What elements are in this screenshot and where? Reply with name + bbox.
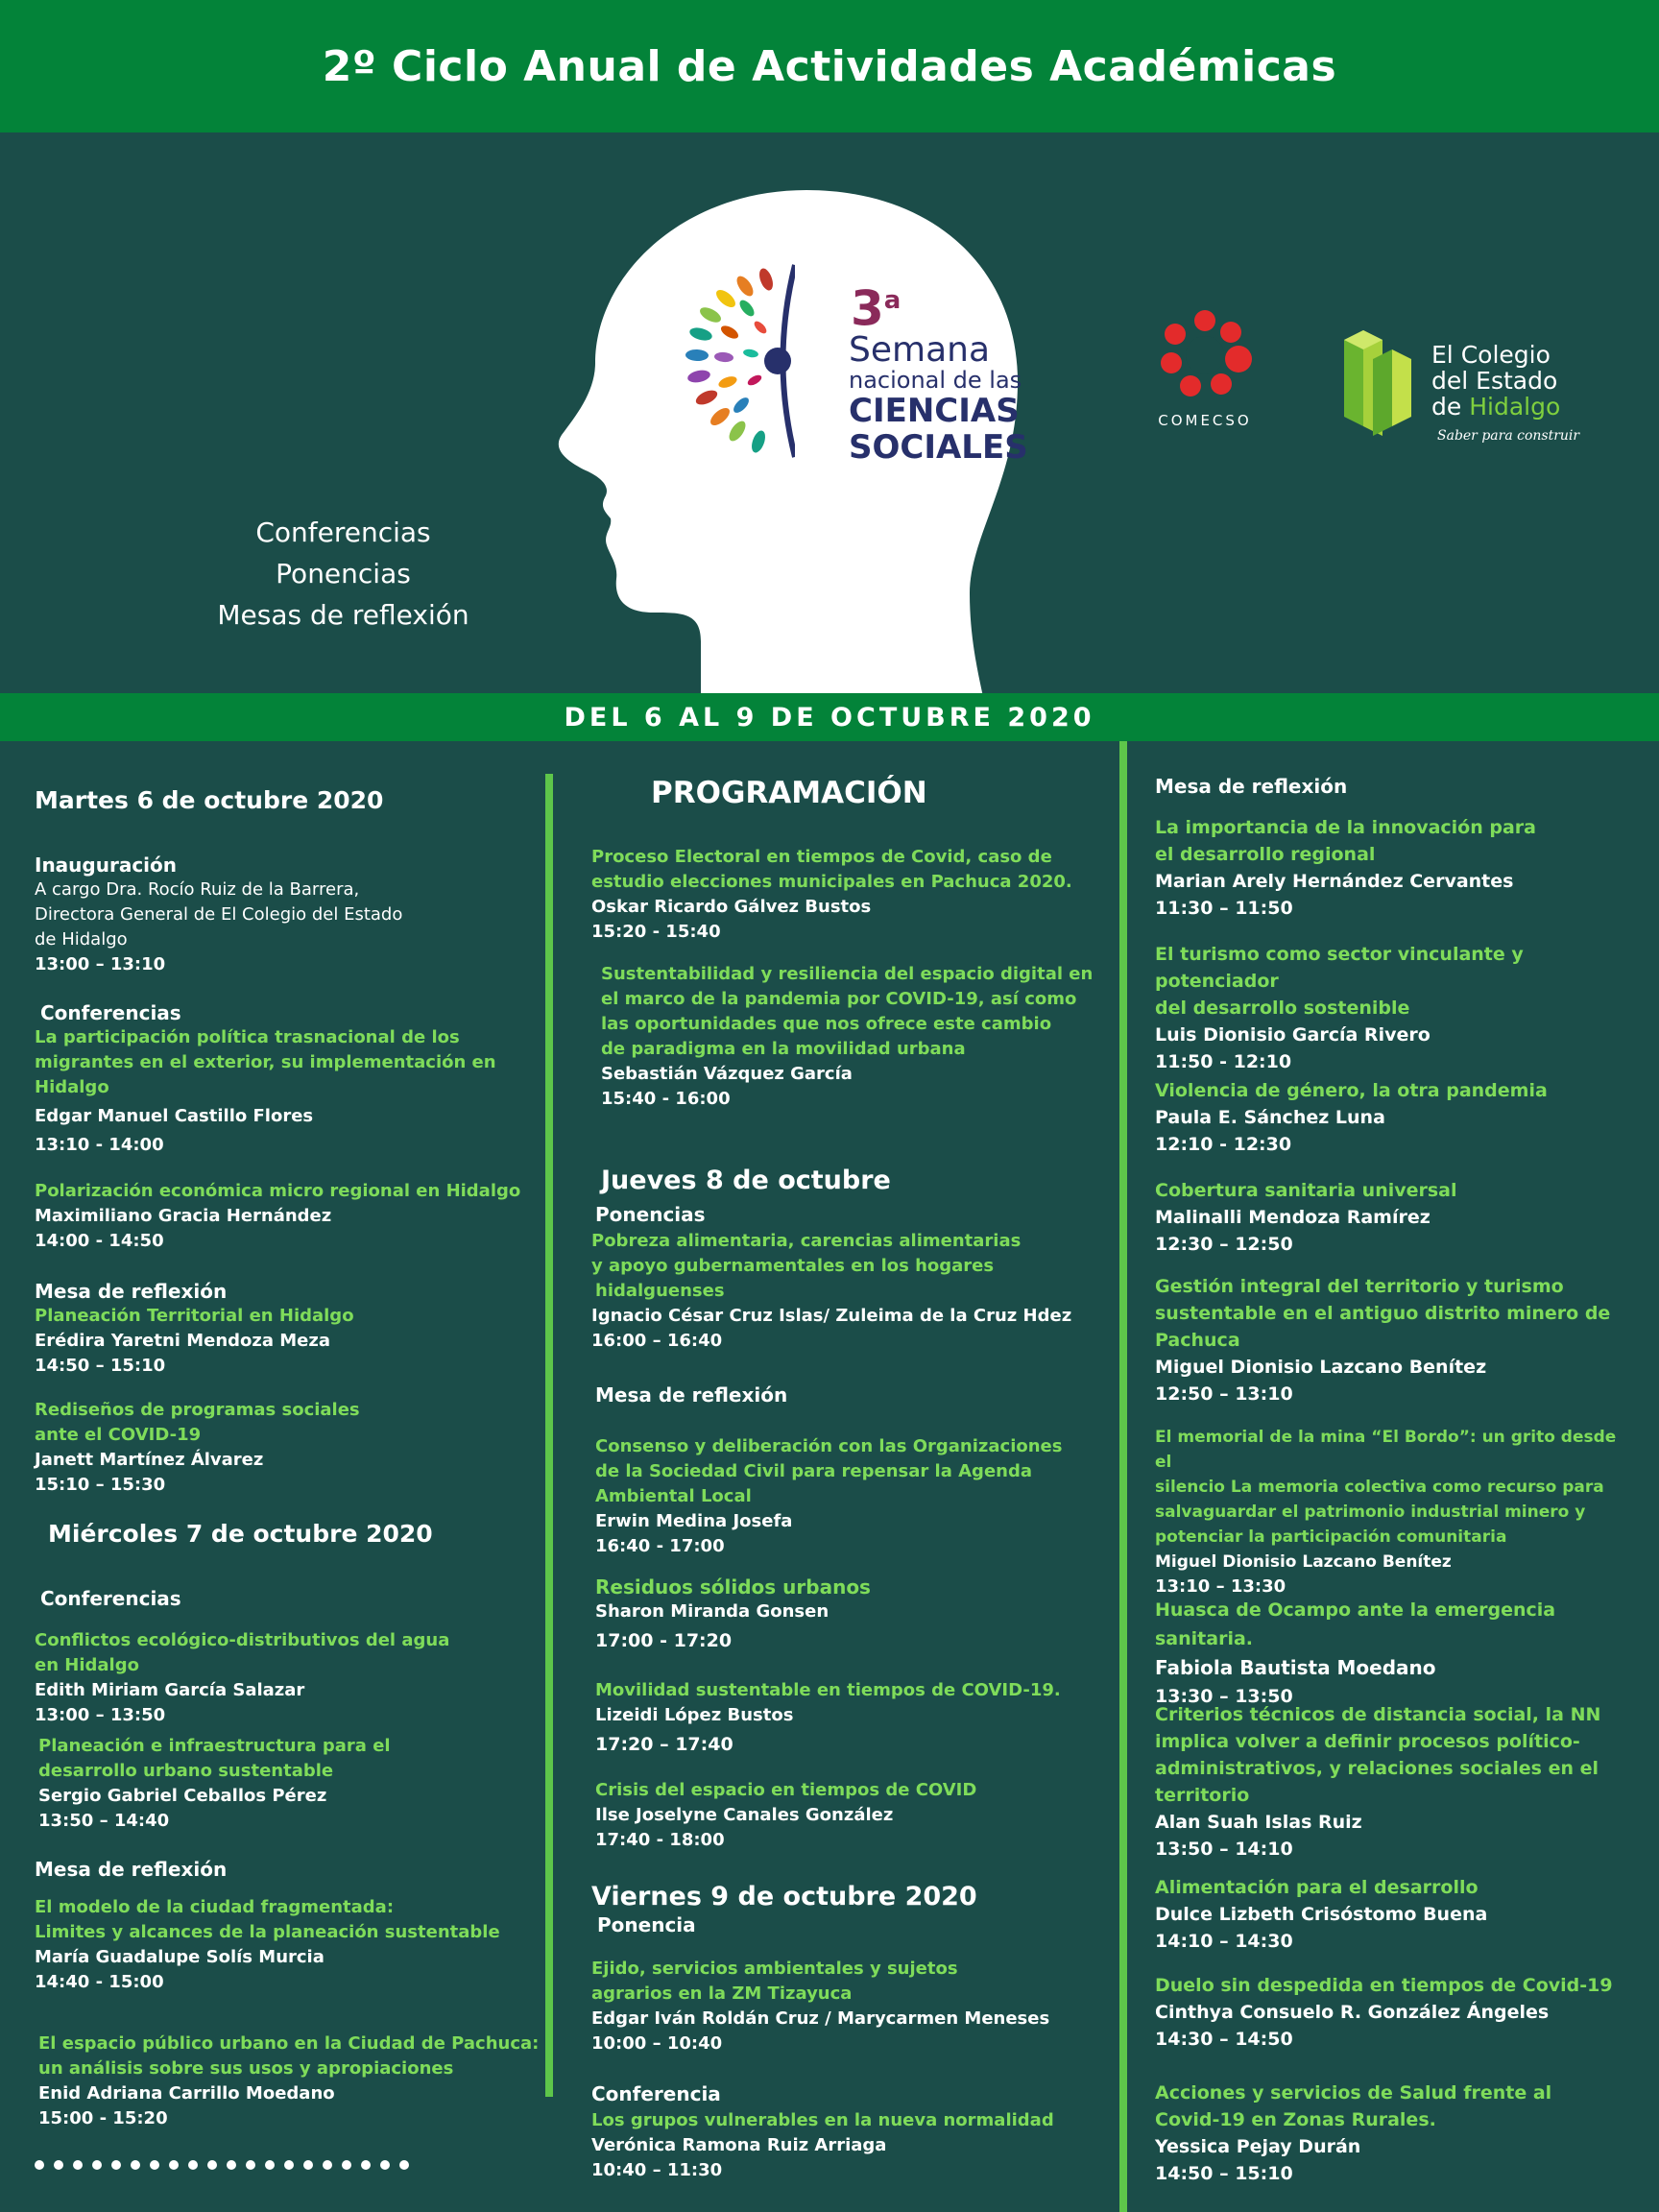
session-title: Cobertura sanitaria universal <box>1155 1180 1457 1201</box>
session-title: Criterios técnicos de distancia social, la NN <box>1155 1704 1601 1725</box>
session-item <box>1155 1596 1654 1711</box>
time-slot: 13:10 – 13:30 <box>1155 1576 1286 1597</box>
section-heading: Inauguración <box>35 854 178 877</box>
time-slot: 14:50 – 15:10 <box>35 1356 166 1376</box>
time-slot: 12:30 – 12:50 <box>1155 1234 1293 1255</box>
speaker-name: Edgar Manuel Castillo Flores <box>35 1106 314 1126</box>
session-title: Conflictos ecológico-distributivos del agua <box>35 1630 450 1650</box>
session-item <box>35 1398 360 1498</box>
session-title: Alimentación para el desarrollo <box>1155 1877 1479 1898</box>
speaker-name: Sebastián Vázquez García <box>601 1064 853 1084</box>
session-item <box>1155 1273 1610 1407</box>
session-title: Planeación e infraestructura para el <box>38 1736 391 1756</box>
session-item <box>35 1895 500 1995</box>
time-slot: 14:50 – 15:10 <box>1155 2163 1293 2184</box>
colegio-blocks-icon <box>1339 321 1416 441</box>
activity-list <box>144 512 542 636</box>
session-item <box>1155 1177 1457 1258</box>
time-slot: 15:00 - 15:20 <box>38 2108 168 2128</box>
time-slot: 13:50 – 14:40 <box>38 1811 170 1831</box>
session-title: las oportunidades que nos ofrece este cambio <box>601 1014 1052 1034</box>
time-slot: 13:00 – 13:10 <box>35 954 166 974</box>
session-item <box>1155 941 1635 1075</box>
session-title: Rediseños de programas sociales <box>35 1400 360 1420</box>
colegio-line1: El Colegio <box>1431 341 1551 369</box>
speaker-name: Ilse Joselyne Canales González <box>595 1805 894 1825</box>
session-title: potenciar la participación comunitaria <box>1155 1527 1507 1547</box>
comecso-label: COMECSO <box>1158 412 1252 429</box>
logo-sociales: SOCIALES <box>849 427 1028 467</box>
comecso-logo <box>1142 305 1267 429</box>
logo-ordinal: a <box>883 286 902 315</box>
session-title: El turismo como sector vinculante y potenciador <box>1155 944 1524 992</box>
comecso-flower-icon <box>1152 305 1258 401</box>
speaker-name: Lizeidi López Bustos <box>595 1705 794 1725</box>
time-slot: 14:00 - 14:50 <box>35 1231 164 1251</box>
time-slot: 13:00 – 13:50 <box>35 1705 166 1725</box>
session-title: migrantes en el exterior, su implementación en <box>35 1052 496 1072</box>
speaker-name: Edgar Iván Roldán Cruz / Marycarmen Meneses <box>591 2008 1050 2029</box>
time-slot: 15:20 - 15:40 <box>591 922 721 942</box>
session-title: silencio La memoria colectiva como recurso para <box>1155 1478 1604 1497</box>
divider-left <box>545 774 553 2097</box>
time-slot: 14:40 - 15:00 <box>35 1972 164 1992</box>
speaker-name: Cinthya Consuelo R. González Ángeles <box>1155 2002 1550 2023</box>
session-title: Acciones y servicios de Salud frente al <box>1155 2082 1552 2104</box>
section-heading: Conferencia <box>591 2082 721 2105</box>
session-item <box>38 1734 391 1834</box>
colegio-logo <box>1339 321 1580 445</box>
colegio-line2: del Estado <box>1431 367 1558 395</box>
session-title: sustentable en el antiguo distrito minero de <box>1155 1303 1611 1324</box>
session-item <box>595 1434 1062 1559</box>
time-slot: 16:40 - 17:00 <box>595 1536 725 1556</box>
session-item <box>1155 1972 1613 2053</box>
speaker-name: Ignacio César Cruz Islas/ Zuleima de la Cruz Hdez <box>591 1306 1072 1326</box>
speaker-name: Malinalli Mendoza Ramírez <box>1155 1207 1431 1228</box>
section-heading: Mesa de reflexión <box>595 1383 788 1407</box>
session-item <box>595 1575 871 1653</box>
speaker-name: Sharon Miranda Gonsen <box>595 1601 830 1622</box>
speaker-name: Paula E. Sánchez Luna <box>1155 1107 1385 1128</box>
time-slot: 10:00 – 10:40 <box>591 2033 723 2054</box>
time-slot: 13:50 – 14:10 <box>1155 1839 1293 1860</box>
day-heading: Viernes 9 de octubre 2020 <box>591 1882 977 1911</box>
session-title: Covid-19 en Zonas Rurales. <box>1155 2109 1436 2130</box>
session-title: Los grupos vulnerables en la nueva normalidad <box>591 2110 1054 2130</box>
speaker-name: Verónica Ramona Ruiz Arriaga <box>591 2135 887 2155</box>
speaker-name: Enid Adriana Carrillo Moedano <box>38 2083 335 2104</box>
session-item <box>35 1025 496 1158</box>
session-item <box>1155 1425 1635 1599</box>
session-title: La participación política trasnacional de los <box>35 1027 460 1047</box>
speaker-name: Marian Arely Hernández Cervantes <box>1155 871 1514 892</box>
speaker-name: Oskar Ricardo Gálvez Bustos <box>591 897 872 917</box>
session-title: Residuos sólidos urbanos <box>595 1575 871 1599</box>
session-title: La importancia de la innovación para <box>1155 817 1536 838</box>
time-slot: 17:00 - 17:20 <box>595 1630 733 1651</box>
colegio-tagline: Saber para construir <box>1437 428 1580 444</box>
session-title: agrarios en la ZM Tizayuca <box>591 1984 853 2004</box>
session-title: Sustentabilidad y resiliencia del espacio digital en <box>601 964 1094 984</box>
section-heading: Mesa de reflexión <box>35 1858 228 1881</box>
activity-item: Mesas de reflexión <box>217 599 469 631</box>
date-banner <box>0 693 1659 741</box>
inauguration-block <box>35 853 402 977</box>
session-item <box>1155 1701 1600 1863</box>
session-item <box>1155 1874 1487 1955</box>
session-item <box>1155 1077 1548 1158</box>
speaker-name: Miguel Dionisio Lazcano Benítez <box>1155 1357 1487 1378</box>
session-item <box>1155 2080 1551 2187</box>
session-title: Duelo sin despedida en tiempos de Covid-19 <box>1155 1975 1613 1996</box>
session-title: Polarización económica micro regional en Hidalgo <box>35 1181 521 1201</box>
session-title: Pobreza alimentaria, carencias alimentarias <box>591 1231 1022 1251</box>
text-line: Directora General de El Colegio del Estado <box>35 904 403 925</box>
logo-ciencias: CIENCIAS <box>849 391 1020 430</box>
divider-right <box>1119 741 1127 2212</box>
session-title: estudio elecciones municipales en Pachuca 2020. <box>591 872 1072 892</box>
session-item <box>591 1957 1049 2056</box>
session-title: Gestión integral del territorio y turismo <box>1155 1276 1564 1297</box>
hero-section <box>0 132 1659 693</box>
session-title: Ejido, servicios ambientales y sujetos <box>591 1959 958 1979</box>
semana-logo <box>849 276 1028 466</box>
session-title: de la Sociedad Civil para repensar la Agenda <box>595 1461 1032 1481</box>
speaker-name: Yessica Pejay Durán <box>1155 2136 1361 2157</box>
time-slot: 16:00 – 16:40 <box>591 1331 723 1351</box>
session-title: Pachuca <box>1155 1330 1240 1351</box>
dot-divider <box>35 2160 409 2170</box>
colegio-line3a: de <box>1431 393 1470 421</box>
date-banner-text: DEL 6 AL 9 DE OCTUBRE 2020 <box>564 702 1095 733</box>
session-item <box>38 2032 576 2131</box>
session-item <box>591 2108 1054 2183</box>
speaker-name: Fabiola Bautista Moedano <box>1155 1656 1436 1679</box>
time-slot: 13:30 – 13:50 <box>1155 1686 1293 1707</box>
session-item <box>35 1628 449 1728</box>
session-title: Hidalgo <box>35 1077 109 1097</box>
time-slot: 12:50 – 13:10 <box>1155 1383 1293 1405</box>
session-title: territorio <box>1155 1785 1250 1806</box>
session-title: en Hidalgo <box>35 1655 139 1675</box>
section-heading: Conferencias <box>40 1587 181 1610</box>
speaker-name: Luis Dionisio García Rivero <box>1155 1024 1431 1046</box>
session-title: implica volver a definir procesos político- <box>1155 1731 1580 1752</box>
session-title: Crisis del espacio en tiempos de COVID <box>595 1780 977 1800</box>
logo-semana: Semana <box>849 329 991 370</box>
day-heading: Miércoles 7 de octubre 2020 <box>48 1520 433 1548</box>
colegio-line3b: Hidalgo <box>1469 393 1561 421</box>
session-title: salvaguardar el patrimonio industrial minero y <box>1155 1503 1586 1522</box>
session-title: Proceso Electoral en tiempos de Covid, caso de <box>591 847 1052 867</box>
session-item <box>1155 814 1536 922</box>
time-slot: 10:40 – 11:30 <box>591 2160 723 2180</box>
speaker-name: Maximiliano Gracia Hernández <box>35 1206 332 1226</box>
session-title: Huasca de Ocampo ante la emergencia sanitaria. <box>1155 1599 1556 1649</box>
session-title: de paradigma en la movilidad urbana <box>601 1039 966 1059</box>
section-heading: Mesa de reflexión <box>35 1280 228 1303</box>
session-title: Limites y alcances de la planeación sustentable <box>35 1922 500 1942</box>
session-title: el marco de la pandemia por COVID-19, así como <box>601 989 1077 1009</box>
time-slot: 15:40 - 16:00 <box>601 1089 731 1109</box>
session-item <box>591 845 1072 945</box>
speaker-name: Dulce Lizbeth Crisóstomo Buena <box>1155 1904 1488 1925</box>
speaker-name: Janett Martínez Álvarez <box>35 1450 264 1470</box>
session-title: el desarrollo regional <box>1155 844 1376 865</box>
speaker-name: María Guadalupe Solís Murcia <box>35 1947 325 1967</box>
session-title: Movilidad sustentable en tiempos de COVID-19. <box>595 1680 1061 1700</box>
session-item <box>595 1778 976 1853</box>
time-slot: 14:10 – 14:30 <box>1155 1931 1293 1952</box>
activity-item: Ponencias <box>276 558 411 589</box>
page-title: 2º Ciclo Anual de Actividades Académicas <box>322 41 1337 91</box>
text-line: A cargo Dra. Rocío Ruiz de la Barrera, <box>35 879 360 900</box>
time-slot: 11:30 – 11:50 <box>1155 898 1293 919</box>
session-item <box>591 1229 1071 1354</box>
time-slot: 12:10 - 12:30 <box>1155 1134 1292 1155</box>
text-line: de Hidalgo <box>35 929 128 950</box>
speaker-name: Erwin Medina Josefa <box>595 1511 793 1531</box>
session-title: Ambiental Local <box>595 1486 752 1506</box>
time-slot: 15:10 – 15:30 <box>35 1475 166 1495</box>
speaker-name: Miguel Dionisio Lazcano Benítez <box>1155 1552 1452 1572</box>
session-title: desarrollo urbano sustentable <box>38 1761 334 1781</box>
session-title: y apoyo gubernamentales en los hogares <box>591 1256 995 1276</box>
session-title: Consenso y deliberación con las Organizaciones <box>595 1436 1063 1456</box>
time-slot: 13:10 - 14:00 <box>35 1135 164 1155</box>
speaker-name: Sergio Gabriel Ceballos Pérez <box>38 1786 327 1806</box>
session-item <box>35 1179 520 1254</box>
time-slot: 17:20 – 17:40 <box>595 1734 733 1755</box>
section-heading: Ponencias <box>595 1203 706 1226</box>
session-item <box>595 1678 1061 1757</box>
session-title: hidalguenses <box>595 1281 725 1301</box>
session-item <box>601 962 1100 1112</box>
header-bar <box>0 0 1659 132</box>
time-slot: 11:50 - 12:10 <box>1155 1051 1292 1072</box>
speaker-name: Alan Suah Islas Ruiz <box>1155 1812 1362 1833</box>
speaker-name: Edith Miriam García Salazar <box>35 1680 305 1700</box>
section-heading: Mesa de reflexión <box>1155 775 1348 798</box>
session-title: El espacio público urbano en la Ciudad de Pachuca: <box>38 2033 540 2054</box>
activity-item: Conferencias <box>255 517 431 548</box>
section-heading: Conferencias <box>40 1001 181 1024</box>
day-heading: Martes 6 de octubre 2020 <box>35 786 384 814</box>
time-slot: 14:30 – 14:50 <box>1155 2029 1293 2050</box>
section-heading: Ponencia <box>597 1913 696 1936</box>
fan-logo-icon <box>641 255 795 467</box>
session-item <box>35 1304 354 1379</box>
session-title: El modelo de la ciudad fragmentada: <box>35 1897 395 1917</box>
day-heading: Jueves 8 de octubre <box>601 1166 891 1195</box>
session-title: Planeación Territorial en Hidalgo <box>35 1306 354 1326</box>
time-slot: 17:40 - 18:00 <box>595 1830 725 1850</box>
session-title: Violencia de género, la otra pandemia <box>1155 1080 1548 1101</box>
programacion-heading: PROGRAMACIÓN <box>651 776 927 810</box>
session-title: ante el COVID-19 <box>35 1425 202 1445</box>
logo-number: 3 <box>851 280 884 337</box>
session-title: del desarrollo sostenible <box>1155 998 1410 1019</box>
session-title: El memorial de la mina “El Bordo”: un grito desde el <box>1155 1428 1617 1472</box>
session-title: un análisis sobre sus usos y apropiaciones <box>38 2058 454 2079</box>
speaker-name: Erédira Yaretni Mendoza Meza <box>35 1331 331 1351</box>
session-title: administrativos, y relaciones sociales en el <box>1155 1758 1599 1779</box>
logo-nacional: nacional de las <box>849 366 1022 394</box>
